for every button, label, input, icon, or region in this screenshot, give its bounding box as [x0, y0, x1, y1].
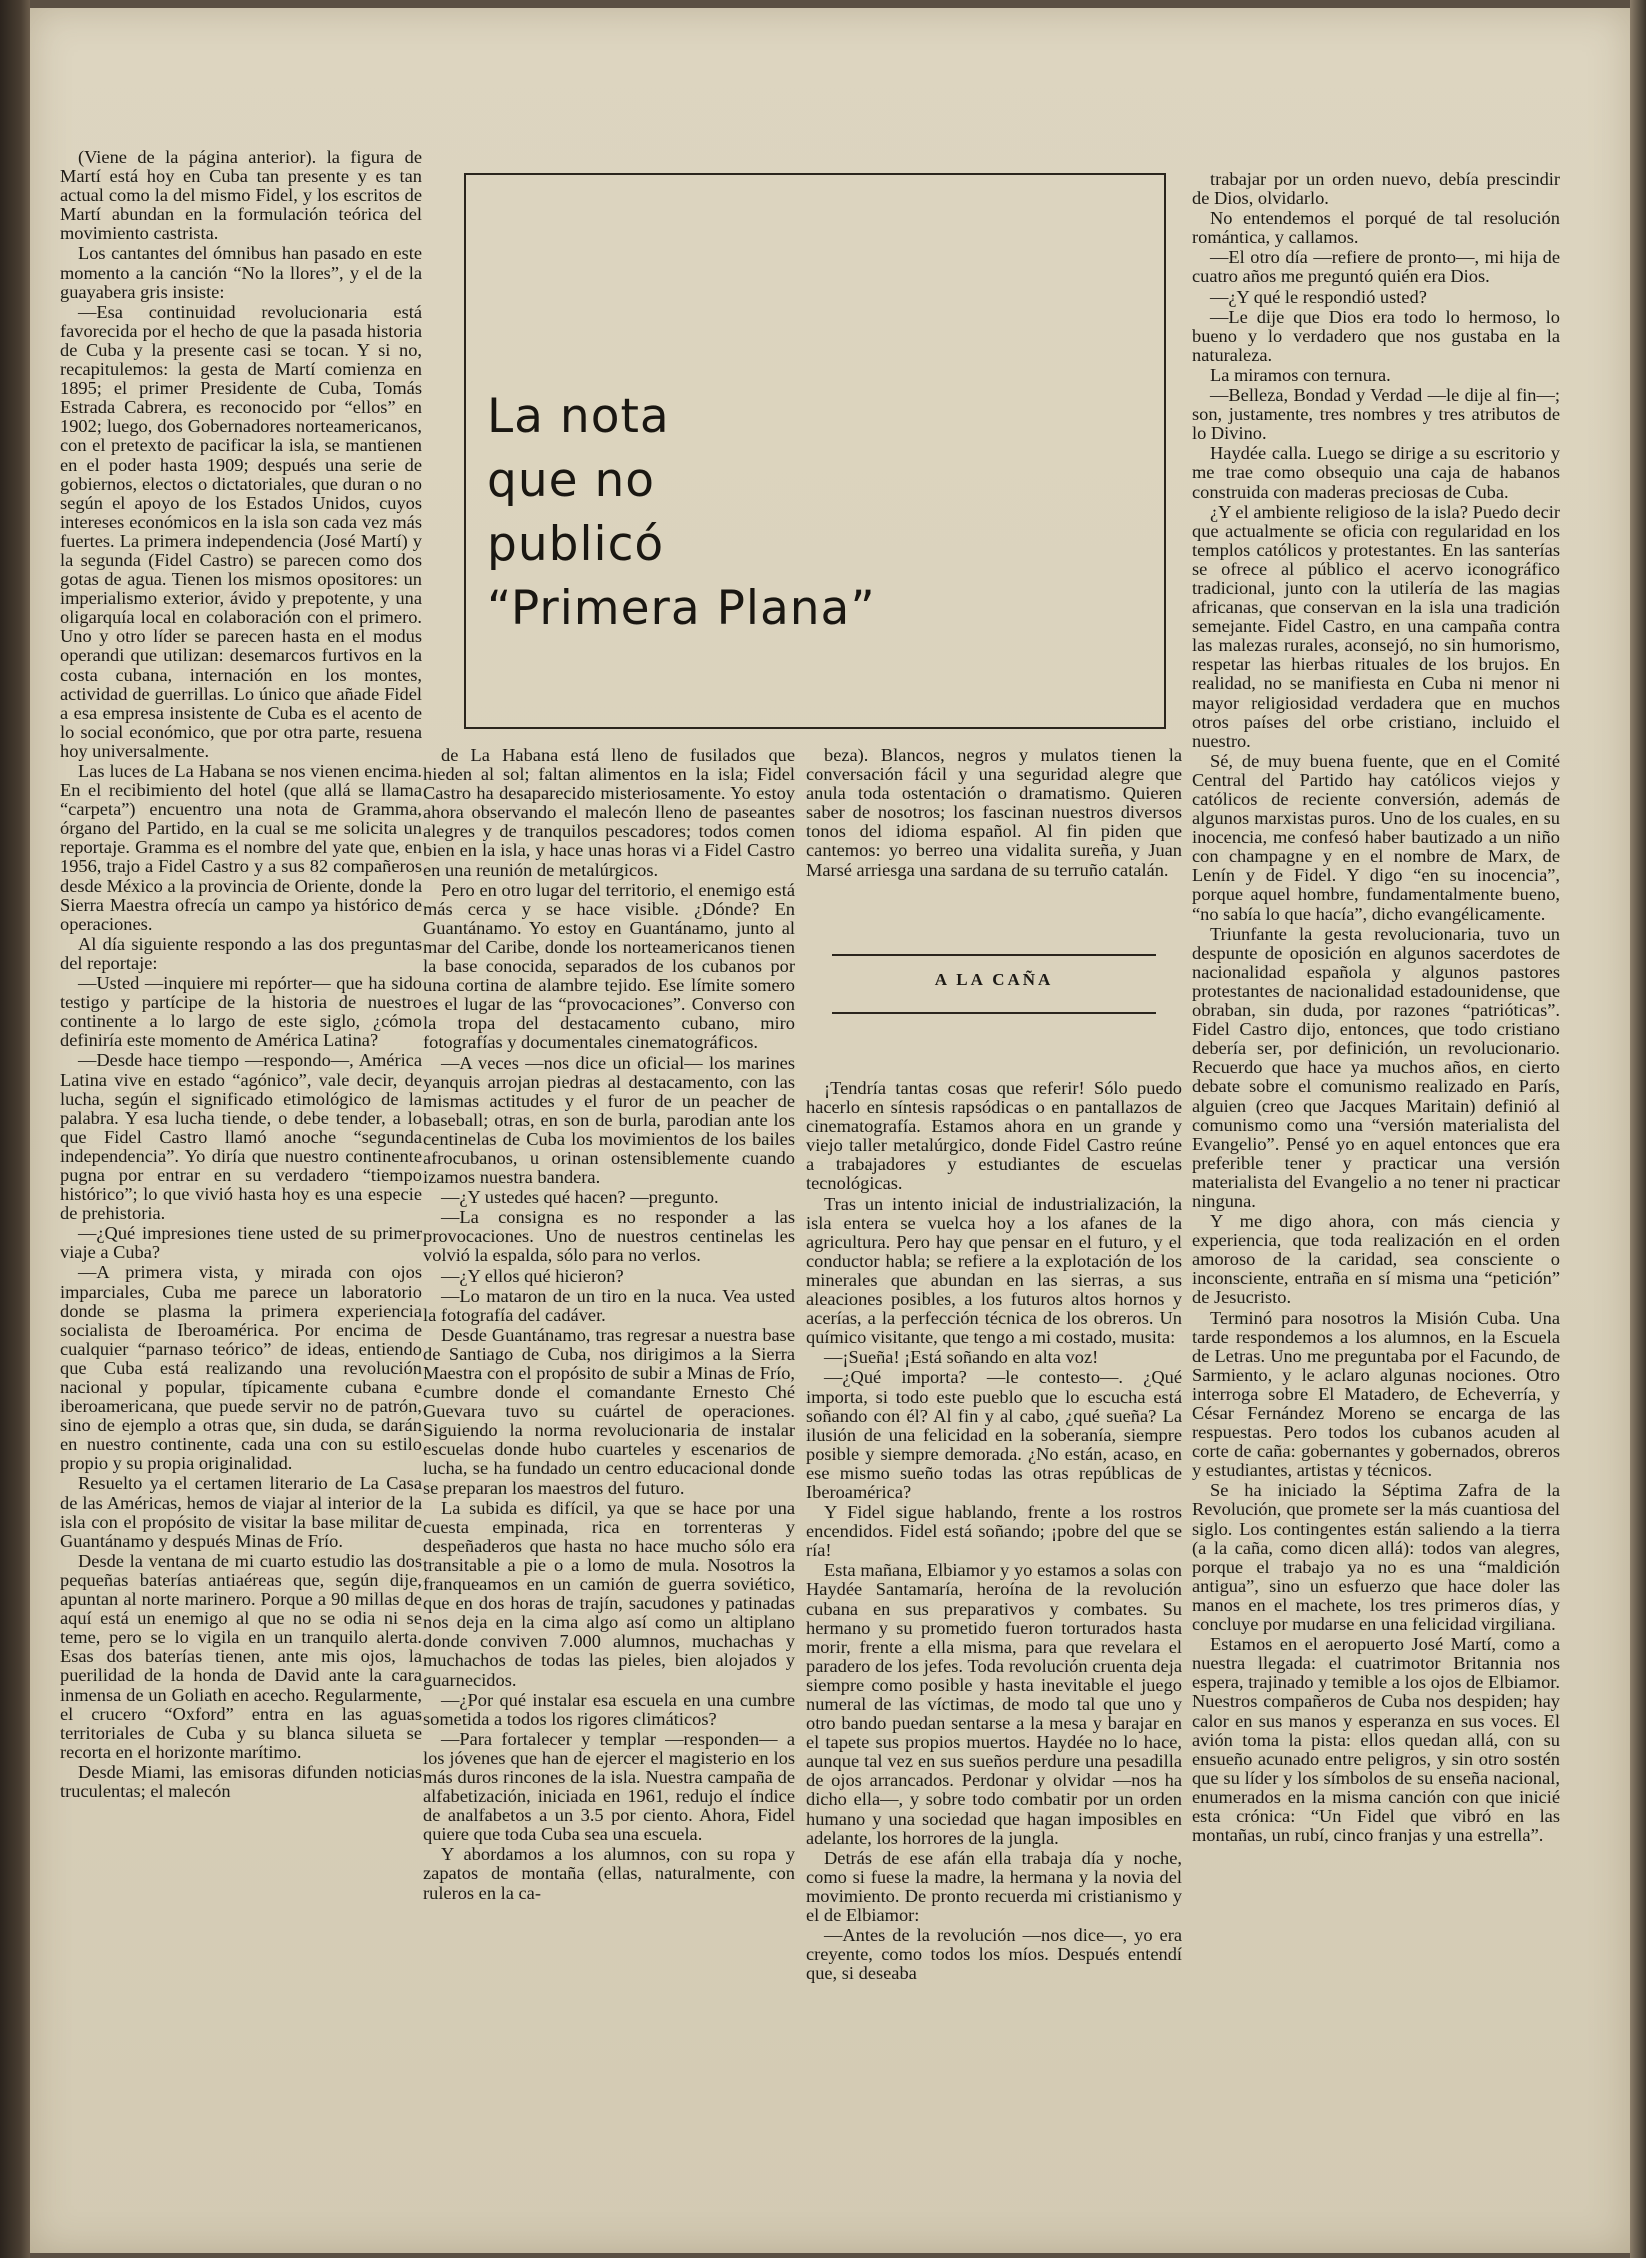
paragraph: Sé, de muy buena fuente, que en el Comité Central del Partido hay católicos viejos y católicos de reciente conversión, además de algunos marxistas puros. Uno de los cuales, en su inocencia, me confesó haber bautizado a un niño con champagne y en el nombre de Marx, de Lenín y de Fidel. Y digo “en su inocencia”, porque aquel hombre, fundamentalmente bueno, “no sabía lo que hacía”, dicho evangélicamente. — [1192, 750, 1560, 924]
paragraph: —Desde hace tiempo —respondo—, América Latina vive en estado “agónico”, vale decir, de lucha, según el significado etimológico de la palabra. Y esa lucha tiende, o debe tender, a lo que Fidel Castro llamó anoche “segunda independencia”. Yo diría que nuestro continente pugna por entrar en su verdadero “tiempo histórico”; lo que vivió hasta hoy es una especie de prehistoria. — [60, 1050, 422, 1224]
text-column-3-bottom — [806, 1079, 1182, 2223]
paragraph: Y abordamos a los alumnos, con su ropa y zapatos de montaña (ellas, naturalmente, con ruleros en la ca- — [423, 1844, 795, 1903]
paragraph: Estamos en el aeropuerto José Martí, como a nuestra llegada: el cuatrimotor Britannia nos espera, trajinado y temible a los ojos de Elbiamor. Nuestros compañeros de Cuba nos despiden; hay calor en sus manos y esperanza en sus voces. El avión toma la pista: ellos quedan allá, con su ensueño acunado entre peligros, y sin otro sostén que su líder y los símbolos de su enseña nacional, enumerados en la misma canción con que inicié esta crónica: “Un Fidel que vibró en las montañas, un rubí, cinco franjas y una estrella”. — [1192, 1634, 1560, 1846]
text-column-1 — [60, 148, 422, 2223]
text-column-3-top — [806, 746, 1182, 966]
headline — [487, 385, 1127, 641]
headline-line: La nota — [487, 389, 670, 444]
paragraph: Desde la ventana de mi cuarto estudio las dos pequeñas baterías antiaéreas que, según dije, apuntan al norte marinero. Porque a 90 millas de aquí está un enemigo al que no se odia ni se teme, pero se lo vigila en un tranquilo alerta. Esas dos baterías tienen, ante mis ojos, la puerilidad de la honda de David ante la cara inmensa de un Goliath en acecho. Regularmente, el crucero “Oxford” entra en las aguas territoriales de Cuba y su blanca silueta se recorta en el horizonte marítimo. — [60, 1550, 422, 1762]
paragraph: —Belleza, Bondad y Verdad —le dije al fin—; son, justamente, tres nombres y tres atributos de lo Divino. — [1192, 385, 1560, 444]
section-rule-top — [832, 954, 1156, 956]
paragraph: —A veces —nos dice un oficial— los marines yanquis arrojan piedras al destacamento, con las mismas actitudes y el furor de un peacher de baseball; otras, en son de burla, parodian ante los centinelas de Cuba los movimientos de los bailes afrocubanos, u orinan ostensiblemente cuando izamos nuestra bandera. — [423, 1052, 795, 1188]
paragraph: Terminó para nosotros la Misión Cuba. Una tarde respondemos a los alumnos, en la Escuela de Letras. Uno me preguntaba por el Facundo, de Sarmiento, y le aclaro algunas nociones. Otro interroga sobre El Matadero, de Echeverría, y César Fernández Moreno se encarga de las respuestas. Pero todos los cubanos acuden al corte de caña: gobernantes y gobernados, obreros y estudiantes, artistas y técnicos. — [1192, 1307, 1560, 1481]
paragraph: —¿Qué importa? —le contesto—. ¿Qué importa, si todo este pueblo que lo escucha está soñando con él? Al fin y al cabo, ¿qué sueña? La ilusión de una felicidad en la soberanía, siempre posible y siempre demorada. ¿No están, acaso, en ese mismo sueño todas las otras repúblicas de Iberoamérica? — [806, 1367, 1182, 1502]
paragraph: Esta mañana, Elbiamor y yo estamos a solas con Haydée Santamaría, heroína de la revolución cubana en sus preparativos y combates. Su hermano y su prometido fueron torturados hasta morir, frente a ella misma, para que revelara el paradero de los jefes. Toda revolución cruenta deja siempre como posible y hasta inevitable el juego numeral de las víctimas, de modo tal que uno y otro bando puedan sentarse a la mesa y barajar en el tapete sus propios muertos. Haydée no lo hace, aunque tal vez en sus sueños perdure una pesadilla de ojos arrancados. Perdonar y olvidar —nos ha dicho ella—, y sobre todo combatir por un orden humano y una sociedad que hagan imposibles en adelante, los horrores de la jungla. — [806, 1560, 1182, 1848]
paragraph: —Antes de la revolución —nos dice—, yo era creyente, como todos los míos. Después entendí que, si deseaba — [806, 1925, 1182, 1984]
paragraph: trabajar por un orden nuevo, debía prescindir de Dios, olvidarlo. — [1192, 170, 1560, 209]
paragraph: beza). Blancos, negros y mulatos tienen la conversación fácil y una seguridad alegre que anula toda ostentación o dramatismo. Quieren saber de nosotros; los fascinan nuestros diversos tonos del idioma español. Al fin piden que cantemos: yo berreo una vidalita sureña, y Juan Marsé arriesga una sardana de su terruño catalán. — [806, 746, 1182, 880]
paragraph: Triunfante la gesta revolucionaria, tuvo un despunte de oposición en algunos sacerdotes de nacionalidad española y algunos pastores protestantes de nacionalidad estadounidense, que obraban, sin duda, por razones “patrióticas”. Fidel Castro dijo, entonces, que todo cristiano debería ser, por definición, un revolucionario. Recuerdo que hace ya muchos años, en cierto debate sobre el comunismo realizado en París, alguien (creo que Jacques Maritain) definió al comunismo como una “versión materialista del Evangelio”. Pensé yo en aquel entonces que era preferible tener y practicar una versión materialista del Evangelio a no tener ni practicar ninguna. — [1192, 923, 1560, 1211]
paragraph: (Viene de la página anterior). la figura de Martí está hoy en Cuba tan presente y es tan actual como la del mismo Fidel, y los escritos de Martí abundan en la formulación teórica del movimiento castrista. — [60, 148, 422, 244]
paragraph: Y Fidel sigue hablando, frente a los rostros encendidos. Fidel está soñando; ¡pobre del que se ría! — [806, 1502, 1182, 1561]
paragraph: —Esa continuidad revolucionaria está favorecida por el hecho de que la pasada historia de Cuba y la presente casi se tocan. Y si no, recapitulemos: la gesta de Martí comienza en 1895; el primer Presidente de Cuba, Tomás Estrada Cabrera, es reconocido por “ellos” en 1902; luego, dos Gobernadores norteamericanos, con el pretexto de pacificar la isla, se mantienen en el poder hasta 1909; después una serie de gobiernos, electos o dictatoriales, que duran o no según el apoyo de los Estados Unidos, cuyos intereses económicos en la isla son cada vez más fuertes. La primera independencia (José Martí) y la segunda (Fidel Castro) se parecen como dos gotas de agua. Tienen los mismos opositores: un imperialismo exterior, ávido y prepotente, y una oligarquía local en colaboración con el primero. Uno y otro líder se parecen hasta en el modus operandi que utilizan: desemarcos furtivos en la costa cubana, internación en los montes, actividad de guerrillas. Lo único que añade Fidel a esa empresa insistente de Cuba es el acento de lo social económico, que por otra parte, resuena hoy universalmente. — [60, 301, 422, 761]
paragraph: Al día siguiente respondo a las dos preguntas del reportaje: — [60, 933, 422, 973]
paragraph: —Para fortalecer y templar —responden— a los jóvenes que han de ejercer el magisterio en los más duros rincones de la isla. Nuestra campaña de alfabetización, iniciada en 1961, redujo el índice de analfabetos a un 3.5 por ciento. Ahora, Fidel quiere que toda Cuba sea una escuela. — [423, 1728, 795, 1845]
book-binding — [0, 0, 30, 2258]
paragraph: —¿Y qué le respondió usted? — [1210, 286, 1427, 307]
paragraph: —El otro día —refiere de pronto—, mi hija de cuatro años me preguntó quién era Dios. — [1192, 247, 1560, 287]
paragraph: ¡Tendría tantas cosas que referir! Sólo puedo hacerlo en síntesis rapsódicas o en pantallazos de cinematografía. Estamos ahora en un grande y viejo taller metalúrgico, donde Fidel Castro reúne a trabajadores y estudiantes de escuelas tecnológicas. — [806, 1079, 1182, 1194]
paragraph: Desde Guantánamo, tras regresar a nuestra base de Santiago de Cuba, nos dirigimos a la Sierra Maestra con el propósito de subir a Minas de Frío, cumbre donde el comandante Ernesto Ché Guevara tuvo su cuártel de operaciones. Siguiendo la norma revolucionaria de instalar escuelas donde hubo cuarteles y escenarios de lucha, se ha fundado un centro educacional donde se preparan los maestros del futuro. — [423, 1324, 795, 1498]
paragraph: La subida es difícil, ya que se hace por una cuesta empinada, rica en torrenteras y despeñaderos que hasta no hace mucho sólo era transitable a pie o a lomo de mula. Nosotros la franqueamos en un camión de guerra soviético, que en dos horas de trajín, sacudones y patinadas nos deja en la cima algo así como un altiplano donde conviven 7.000 alumnos, muchachas y muchachos de todas las pieles, bien alojados y guarnecidos. — [423, 1497, 795, 1690]
paragraph: —Lo mataron de un tiro en la nuca. Vea usted la fotografía del cadáver. — [423, 1285, 795, 1325]
paragraph: —¡Sueña! ¡Está soñando en alta voz! — [824, 1347, 1099, 1368]
paragraph: Los cantantes del ómnibus han pasado en este momento a la canción “No la llores”, y el de la guayabera gris insiste: — [60, 243, 422, 302]
paragraph: —¿Qué impresiones tiene usted de su primer viaje a Cuba? — [60, 1223, 422, 1263]
headline-line: “Primera Plana” — [487, 581, 876, 636]
paragraph: —La consigna es no responder a las provocaciones. Uno de nuestros centinelas les volvió la espalda, sólo para no verlos. — [423, 1207, 795, 1266]
section-title: A LA CAÑA — [934, 970, 1054, 989]
paragraph: de La Habana está lleno de fusilados que hieden al sol; faltan alimentos en la isla; Fidel Castro ha desaparecido misteriosamente. Yo estoy ahora observando el malecón lleno de paseantes alegres y de tranquilos pescadores; todos comen bien en la isla, y hace unas horas vi a Fidel Castro en una reunión de metalúrgicos. — [423, 746, 795, 880]
headline-line: que no — [487, 453, 656, 508]
paragraph: —¿Por qué instalar esa escuela en una cumbre sometida a todos los rigores climáticos? — [423, 1689, 795, 1729]
paragraph: Se ha iniciado la Séptima Zafra de la Revolución, que promete ser la más cuantiosa del siglo. Los contingentes están saliendo a la tierra (a la caña, como dicen allá): todos van alegres, porque el trabajo ya no es una “maldición antigua”, sino un esfuerzo que hace doler las manos en el machete, los tres primeros días, y concluye por mudarse en una felicidad virgiliana. — [1192, 1480, 1560, 1635]
text-column-4 — [1192, 170, 1560, 2223]
paragraph: Y me digo ahora, con más ciencia y experiencia, que toda realización en el orden amoroso de la caridad, sea consciente o inconsciente, entraña en sí misma una “petición” de Jesucristo. — [1192, 1211, 1560, 1308]
paragraph: —¿Y ustedes qué hacen? —pregunto. — [441, 1187, 719, 1208]
paragraph: ¿Y el ambiente religioso de la isla? Puedo decir que actualmente se oficia con regularidad en los templos católicos y protestantes. En las santerías se ofrece al público el acervo iconográfico tradicional, junto con la utilería de las magias africanas, que conservan en la isla una tradición semejante. Fidel Castro, en una campaña contra las malezas rurales, aconsejó, no sin humorismo, respetar las hierbas rituales de los brujos. En realidad, no se manifiesta en Cuba ni menor ni mayor religiosidad verdadera que en muchos otros países del orbe cristiano, incluido el nuestro. — [1192, 501, 1560, 751]
text-column-2 — [423, 746, 795, 2223]
paragraph: —Le dije que Dios era todo lo hermoso, lo bueno y lo verdadero que nos gustaba en la naturaleza. — [1192, 306, 1560, 365]
page-edge — [1630, 0, 1646, 2258]
paragraph: No entendemos el porqué de tal resolución romántica, y callamos. — [1192, 208, 1560, 248]
paragraph: Pero en otro lugar del territorio, el enemigo está más cerca y se hace visible. ¿Dónde? En Guantánamo. Yo estoy en Guantánamo, junto al mar del Caribe, donde los norteamericanos tienen la base conocida, separados de los cubanos por una cortina de alambre tejido. Ese límite somero es el lugar de las “provocaciones”. Converso con la tropa del destacamento cubano, miro fotografías y documentales cinematográficos. — [423, 879, 795, 1053]
paragraph: Tras un intento inicial de industrialización, la isla entera se vuelca hoy a los afanes de la agricultura. Pero hay que pensar en el futuro, y el conductor habla; se refiere a la explotación de los minerales que abundan en las sierras, a sus aleaciones posibles, a los futuros altos hornos y acerías, a la perfección técnica de los obreros. Un químico visitante, que tengo a mi costado, musita: — [806, 1193, 1182, 1348]
paragraph: Detrás de ese afán ella trabaja día y noche, como si fuese la madre, la hermana y la novia del movimiento. De pronto recuerda mi cristianismo y el de Elbiamor: — [806, 1847, 1182, 1926]
paragraph: Resuelto ya el certamen literario de La Casa de las Américas, hemos de viajar al interior de la isla con el propósito de visitar la base militar de Guantánamo y después Minas de Frío. — [60, 1473, 422, 1551]
paragraph: —A primera vista, y mirada con ojos imparciales, Cuba me parece un laboratorio donde se plasma la primera experiencia socialista de Iberoamérica. Por encima de cualquier “parnaso teórico” de ideas, entiendo que Cuba está realizando una revolución nacional y popular, típicamente cubana e iberoamericana, que puede servir no de patrón, sino de ejemplo a otras que, sin duda, se darán en nuestro continente, cada una con su estilo propio y su propia originalidad. — [60, 1262, 422, 1474]
paragraph: Las luces de La Habana se nos vienen encima. En el recibimiento del hotel (que allá se llama “carpeta”) encuentro una nota de Gramma, órgano del Partido, en la cual se me solicita un reportaje. Gramma es el nombre del yate que, en 1956, trajo a Fidel Castro y a sus 82 compañeros desde México a la provincia de Oriente, donde la Sierra Maestra ofrecía un campo ya histórico de operaciones. — [60, 761, 422, 934]
paragraph: Haydée calla. Luego se dirige a su escritorio y me trae como obsequio una caja de habanos construida con maderas preciosas de Cuba. — [1192, 443, 1560, 502]
headline-line: publicó — [487, 517, 665, 572]
paragraph: —Usted —inquiere mi repórter— que ha sido testigo y partícipe de la historia de nuestro continente a lo largo de este siglo, ¿cómo definiría este momento de América Latina? — [60, 973, 422, 1051]
paragraph: La miramos con ternura. — [1210, 364, 1391, 385]
paragraph: —¿Y ellos qué hicieron? — [441, 1265, 624, 1286]
section-rule-bottom — [832, 1012, 1156, 1014]
paragraph: Desde Miami, las emisoras difunden noticias truculentas; el malecón — [60, 1761, 422, 1801]
